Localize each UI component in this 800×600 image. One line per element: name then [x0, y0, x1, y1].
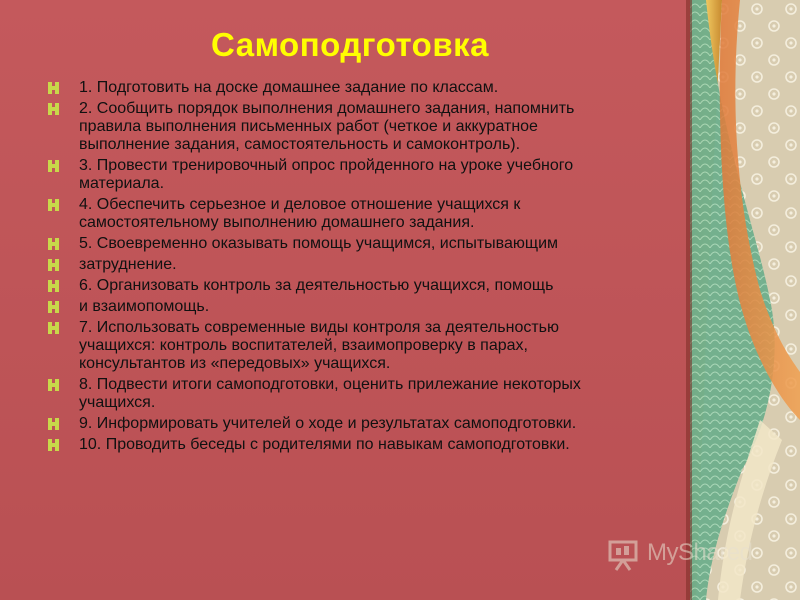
square-bullet-icon: [48, 82, 59, 94]
square-bullet-icon: [48, 379, 59, 391]
list-item-text: 6. Организовать контроль за деятельностью учащихся, помощь: [79, 277, 554, 294]
list-item-text: 3. Провести тренировочный опрос пройденного на уроке учебного материала.: [79, 157, 574, 192]
square-bullet-icon: [48, 439, 59, 451]
list-item: [48, 298, 708, 316]
square-bullet-icon: [48, 238, 59, 250]
list-item: [48, 436, 708, 454]
list-item-text: 9. Информировать учителей о ходе и результатах самоподготовки.: [79, 415, 577, 432]
list-item-text: 1. Подготовить на доске домашнее задание по классам.: [79, 79, 499, 96]
list-item: [48, 376, 708, 412]
list-item-text: 7. Использовать современные виды контроля за деятельностью учащихся: контроль воспитателей, взаимопроверку в парах, консультантов из «передовых» учащихся.: [79, 319, 560, 372]
watermark-logo: [607, 537, 767, 573]
list-item-text: 10. Проводить беседы с родителями по навыкам самоподготовки.: [79, 436, 570, 453]
square-bullet-icon: [48, 259, 59, 271]
list-item: [48, 235, 708, 253]
list-item: [48, 196, 708, 232]
square-bullet-icon: [48, 322, 59, 334]
presentation-board-icon: [607, 537, 641, 571]
list-item-text: 5. Своевременно оказывать помощь учащимся, испытывающим: [79, 235, 558, 252]
list-item: [48, 157, 708, 193]
list-item-text: 4. Обеспечить серьезное и деловое отношение учащихся к самостоятельному выполнению домашнего задания.: [79, 196, 521, 231]
square-bullet-icon: [48, 199, 59, 211]
slide-title: Самоподготовка: [210, 26, 489, 63]
square-bullet-icon: [48, 160, 59, 172]
list-item: [48, 415, 708, 433]
watermark-text: MyShared: [647, 539, 753, 566]
list-item: [48, 256, 708, 274]
list-item: [48, 79, 708, 97]
list-item: [48, 100, 708, 154]
square-bullet-icon: [48, 103, 59, 115]
list-item: [48, 277, 708, 295]
list-item-text: затруднение.: [79, 256, 177, 273]
square-bullet-icon: [48, 418, 59, 430]
list-item-text: 2. Сообщить порядок выполнения домашнего задания, напомнить правила выполнения письменных работ (четкое и аккуратное выполнение задания, самостоятельность и самоконтроль).: [79, 100, 575, 153]
square-bullet-icon: [48, 280, 59, 292]
list-item: [48, 319, 708, 373]
list-item-text: 8. Подвести итоги самоподготовки, оценить прилежание некоторых учащихся.: [79, 376, 581, 411]
bullet-list: [48, 79, 708, 457]
list-item-text: и взаимопомощь.: [79, 298, 210, 315]
square-bullet-icon: [48, 301, 59, 313]
